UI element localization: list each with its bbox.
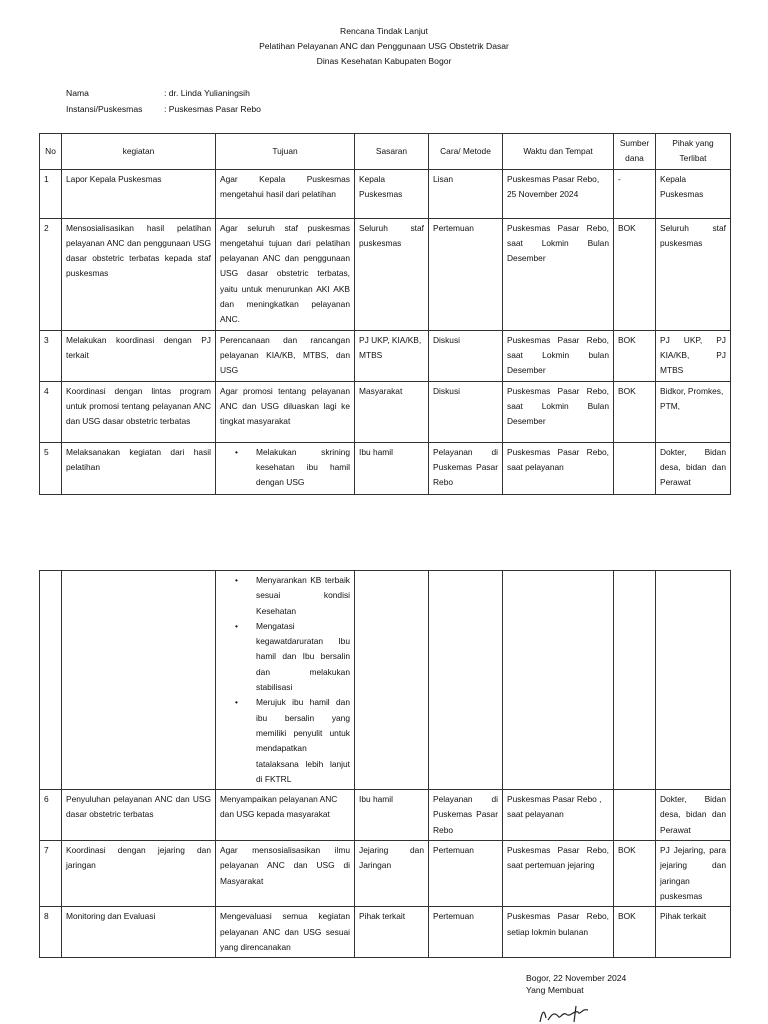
- table-row: [40, 218, 731, 330]
- cell-tujuan: Agar promosi tentang pelayanan ANC dan USG diluaskan lagi ke tingkat masyarakat: [216, 381, 355, 442]
- cell-cara: Lisan: [429, 169, 503, 218]
- col-waktu: Waktu dan Tempat: [503, 134, 614, 170]
- cell-kegiatan: Koordinasi dengan lintas program untuk promosi tentang pelayanan ANC dan USG dasar obstetric terbatas: [62, 381, 216, 442]
- cell-sasaran: Ibu hamil: [355, 442, 429, 494]
- table-row: [40, 330, 731, 381]
- cell-pihak: Seluruh staf puskesmas: [656, 218, 731, 330]
- cell-sasaran: Seluruh staf puskesmas: [355, 218, 429, 330]
- cell-cara: Pertemuan: [429, 841, 503, 907]
- cell-sasaran: PJ UKP, KIA/KB, MTBS: [355, 330, 429, 381]
- cell-pihak: PJ Jejaring, para jejaring dan jaringan puskesmas: [656, 841, 731, 907]
- cell-sasaran: Masyarakat: [355, 381, 429, 442]
- bullet-item: • Menyarankan KB terbaik sesuai kondisi Kesehatan: [256, 573, 350, 619]
- cell-kegiatan: Melaksanakan kegiatan dari hasil pelatihan: [62, 442, 216, 494]
- cell-cara: Diskusi: [429, 381, 503, 442]
- cell-sumber: BOK: [614, 330, 656, 381]
- cell-no: [40, 571, 62, 790]
- cell-no: 3: [40, 330, 62, 381]
- cell-cara: Diskusi: [429, 330, 503, 381]
- table-row: [40, 790, 731, 841]
- document-header: [0, 24, 768, 69]
- bullet-item: • Merujuk ibu hamil dan ibu bersalin yang memiliki penyulit untuk mendapatkan tatalaksana lebih lanjut di FKTRL: [256, 695, 350, 787]
- cell-waktu: Puskesmas Pasar Rebo, saat Lokmin Bulan Desember: [503, 381, 614, 442]
- cell-sasaran: Kepala Puskesmas: [355, 169, 429, 218]
- cell-tujuan: Agar seluruh staf puskesmas mengetahui tujuan dari pelatihan pelayanan ANC dan penggunaan USG dasar obstetric terbatas, yaitu untuk menurunkan AKI AKB dan meningkatkan pelayanan ANC.: [216, 218, 355, 330]
- col-cara: Cara/ Metode: [429, 134, 503, 170]
- cell-sasaran: Ibu hamil: [355, 790, 429, 841]
- cell-no: 5: [40, 442, 62, 494]
- cell-waktu: Puskesmas Pasar Rebo, saat Lokmin bulan Desember: [503, 330, 614, 381]
- header-title: Rencana Tindak Lanjut: [340, 26, 428, 36]
- cell-no: 2: [40, 218, 62, 330]
- cell-cara: Pertemuan: [429, 907, 503, 958]
- table-header-row: [40, 134, 731, 170]
- cell-sumber: BOK: [614, 218, 656, 330]
- cell-kegiatan: Lapor Kepala Puskesmas: [62, 169, 216, 218]
- cell-waktu: Puskesmas Pasar Rebo, saat Lokmin Bulan Desember: [503, 218, 614, 330]
- cell-waktu: Puskesmas Pasar Rebo, saat pelayanan: [503, 442, 614, 494]
- cell-sumber: [614, 442, 656, 494]
- table-row: [40, 841, 731, 907]
- col-kegiatan: kegiatan: [62, 134, 216, 170]
- cell-sasaran: Pihak terkait: [355, 907, 429, 958]
- table-row: [40, 907, 731, 958]
- cell-no: 7: [40, 841, 62, 907]
- cell-sumber: [614, 571, 656, 790]
- table-row: [40, 169, 731, 218]
- cell-tujuan: Mengevaluasi semua kegiatan pelayanan ANC dan USG sesuai yang direncanakan: [216, 907, 355, 958]
- header-subtitle: Pelatihan Pelayanan ANC dan Penggunaan USG Obstetrik Dasar: [259, 41, 509, 51]
- cell-no: 6: [40, 790, 62, 841]
- cell-pihak: Dokter, Bidan desa, bidan dan Perawat: [656, 790, 731, 841]
- col-tujuan: Tujuan: [216, 134, 355, 170]
- cell-pihak: Bidkor, Promkes, PTM,: [656, 381, 731, 442]
- plan-table-page2: [39, 570, 731, 958]
- tujuan-bullet-list: [220, 573, 350, 787]
- cell-no: 1: [40, 169, 62, 218]
- col-sumber: Sumber dana: [614, 134, 656, 170]
- col-pihak: Pihak yang Terlibat: [656, 134, 731, 170]
- cell-cara: Pelayanan di Puskemas Pasar Rebo: [429, 790, 503, 841]
- cell-pihak: Pihak terkait: [656, 907, 731, 958]
- cell-sumber: BOK: [614, 841, 656, 907]
- institution-label: Instansi/Puskesmas: [66, 104, 143, 114]
- cell-waktu: [503, 571, 614, 790]
- cell-no: 4: [40, 381, 62, 442]
- cell-cara: Pertemuan: [429, 218, 503, 330]
- signature-block: [526, 972, 626, 996]
- bullet-item: • Mengatasi kegawatdaruratan Ibu hamil dan Ibu bersalin dan melakukan stabilisasi: [256, 619, 350, 695]
- col-no: No: [40, 134, 62, 170]
- cell-kegiatan: [62, 571, 216, 790]
- cell-pihak: Kepala Puskesmas: [656, 169, 731, 218]
- cell-sumber: BOK: [614, 381, 656, 442]
- cell-cara: [429, 571, 503, 790]
- participant-info: [66, 85, 261, 117]
- cell-tujuan: [216, 442, 355, 494]
- cell-no: 8: [40, 907, 62, 958]
- cell-tujuan: Agar mensosialisasikan ilmu pelayanan ANC dan USG di Masyarakat: [216, 841, 355, 907]
- cell-sumber: [614, 790, 656, 841]
- table-row: [40, 381, 731, 442]
- signature-role: Yang Membuat: [526, 985, 584, 995]
- cell-sasaran: Jejaring dan Jaringan: [355, 841, 429, 907]
- cell-pihak: [656, 571, 731, 790]
- plan-table-page1: [39, 133, 731, 495]
- cell-kegiatan: Melakukan koordinasi dengan PJ terkait: [62, 330, 216, 381]
- cell-waktu: Puskesmas Pasar Rebo, 25 November 2024: [503, 169, 614, 218]
- cell-tujuan: Perencanaan dan rancangan pelayanan KIA/KB, MTBS, dan USG: [216, 330, 355, 381]
- header-agency: Dinas Kesehatan Kabupaten Bogor: [316, 56, 452, 66]
- cell-kegiatan: Monitoring dan Evaluasi: [62, 907, 216, 958]
- table-row: [40, 442, 731, 494]
- cell-tujuan: Agar Kepala Puskesmas mengetahui hasil dari pelatihan: [216, 169, 355, 218]
- cell-sumber: -: [614, 169, 656, 218]
- col-sasaran: Sasaran: [355, 134, 429, 170]
- cell-kegiatan: Koordinasi dengan jejaring dan jaringan: [62, 841, 216, 907]
- cell-tujuan: Menyampaikan pelayanan ANC dan USG kepada masyarakat: [216, 790, 355, 841]
- name-value: : dr. Linda Yulianingsih: [164, 88, 250, 98]
- cell-kegiatan: Penyuluhan pelayanan ANC dan USG dasar obstetric terbatas: [62, 790, 216, 841]
- cell-sasaran: [355, 571, 429, 790]
- tujuan-bullet-list: [220, 445, 350, 491]
- cell-sumber: BOK: [614, 907, 656, 958]
- cell-kegiatan: Mensosialisasikan hasil pelatihan pelayanan ANC dan penggunaan USG dasar obstetric terbatas kepada staf puskesmas: [62, 218, 216, 330]
- cell-waktu: Puskesmas Pasar Rebo, saat pertemuan jejaring: [503, 841, 614, 907]
- cell-cara: Pelayanan di Puskemas Pasar Rebo: [429, 442, 503, 494]
- table-row-continued: [40, 571, 731, 790]
- name-label: Nama: [66, 88, 89, 98]
- institution-value: : Puskesmas Pasar Rebo: [164, 104, 261, 114]
- bullet-item: • Melakukan skrining kesehatan ibu hamil dengan USG: [256, 445, 350, 491]
- cell-pihak: Dokter, Bidan desa, bidan dan Perawat: [656, 442, 731, 494]
- signature-place-date: Bogor, 22 November 2024: [526, 973, 627, 983]
- cell-waktu: Puskesmas Pasar Rebo , saat pelayanan: [503, 790, 614, 841]
- handwritten-signature: [536, 1000, 606, 1024]
- cell-tujuan: [216, 571, 355, 790]
- cell-pihak: PJ UKP, PJ KIA/KB, PJ MTBS: [656, 330, 731, 381]
- cell-waktu: Puskesmas Pasar Rebo, setiap lokmin bulanan: [503, 907, 614, 958]
